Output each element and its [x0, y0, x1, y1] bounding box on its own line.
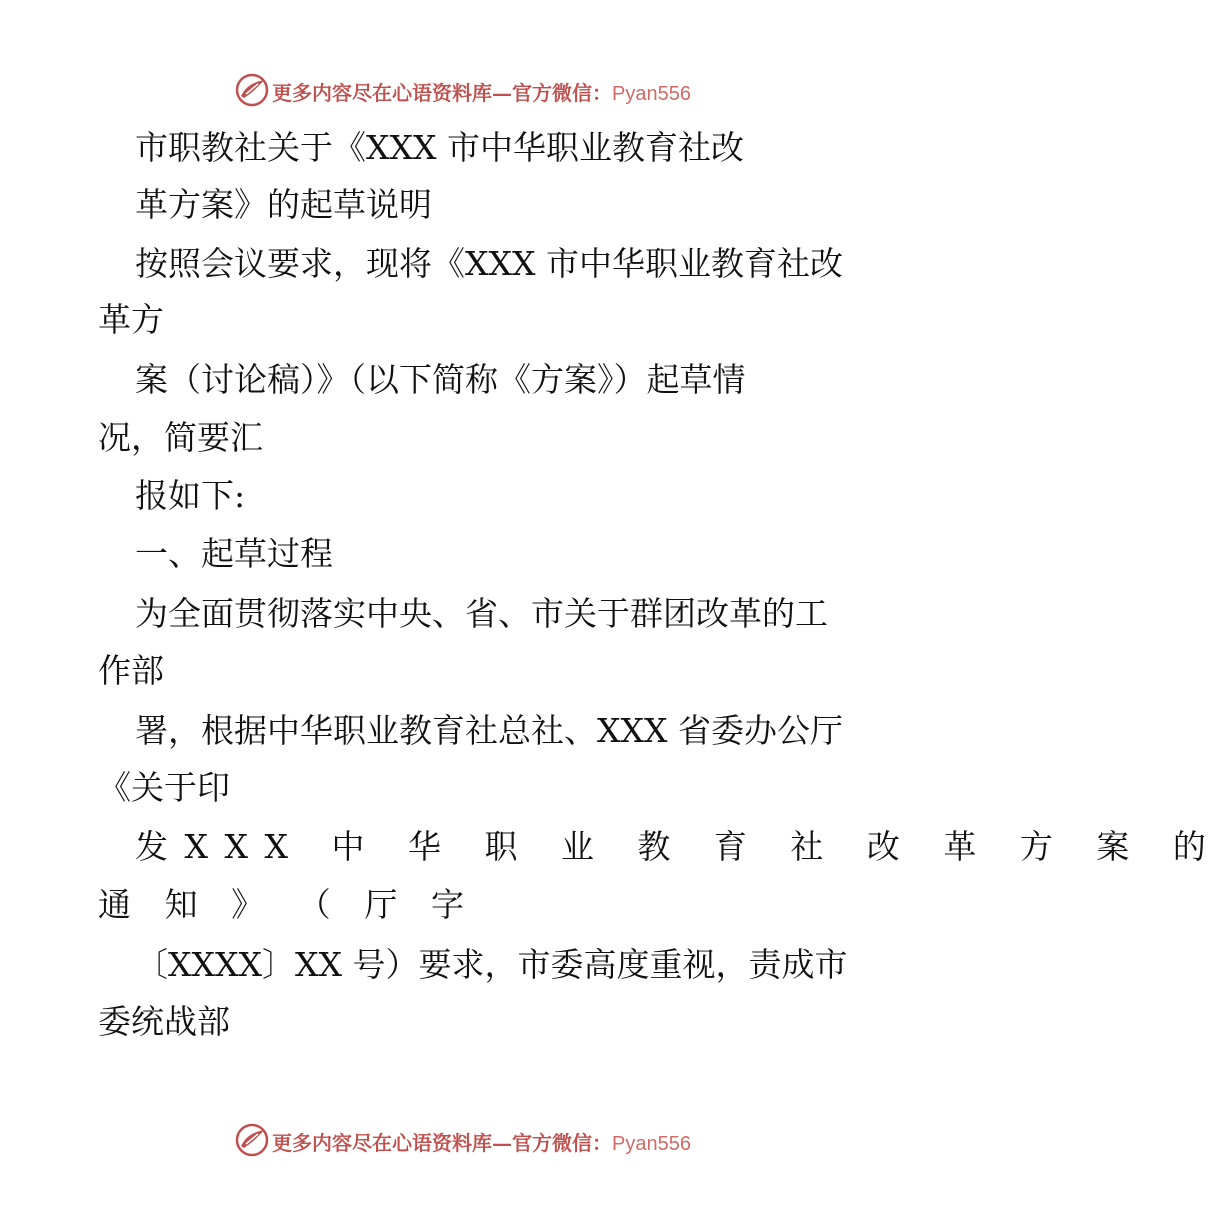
paragraph-line: 为全面贯彻落实中央、省、市关于群团改革的工 [135, 594, 828, 633]
paragraph-line: 报如下: [135, 476, 246, 515]
paragraph-line: 案（讨论稿）》（以下简称《方案》）起草情 [135, 360, 746, 399]
banner-text [272, 1127, 691, 1156]
section-heading: 一、起草过程 [135, 534, 333, 573]
header-banner [0, 70, 950, 110]
doc-title-line-2: 革方案》的起草说明 [135, 185, 432, 224]
footer-banner [0, 1120, 950, 1160]
pen-logo-icon [234, 1122, 270, 1158]
wechat-id: Pyan556 [612, 1133, 691, 1155]
paragraph-line: 通 知 》 （ 厅 字 [98, 885, 476, 924]
paragraph-line: 《关于印 [98, 768, 230, 807]
banner-text [272, 77, 691, 106]
banner-label: 更多内容尽在心语资料库—官方微信： [272, 81, 612, 105]
paragraph-line: 况，简要汇 [98, 418, 263, 457]
paragraph-line: 作部 [98, 651, 164, 690]
wechat-id: Pyan556 [612, 83, 691, 105]
doc-title-line-1: 市职教社关于《XXX 市中华职业教育社改 [135, 128, 744, 167]
pen-logo-icon [234, 72, 270, 108]
paragraph-line: 革方 [98, 300, 164, 339]
paragraph-line: 委统战部 [98, 1002, 230, 1041]
paragraph-line: 〔XXXX〕XX 号）要求，市委高度重视，责成市 [135, 945, 848, 984]
paragraph-line: 署，根据中华职业教育社总社、XXX 省委办公厅 [135, 711, 843, 750]
banner-label: 更多内容尽在心语资料库—官方微信： [272, 1131, 612, 1155]
paragraph-line: 发XXX 中 华 职 业 教 育 社 改 革 方 案 的 [135, 827, 1222, 866]
paragraph-line: 按照会议要求，现将《XXX 市中华职业教育社改 [135, 244, 843, 283]
